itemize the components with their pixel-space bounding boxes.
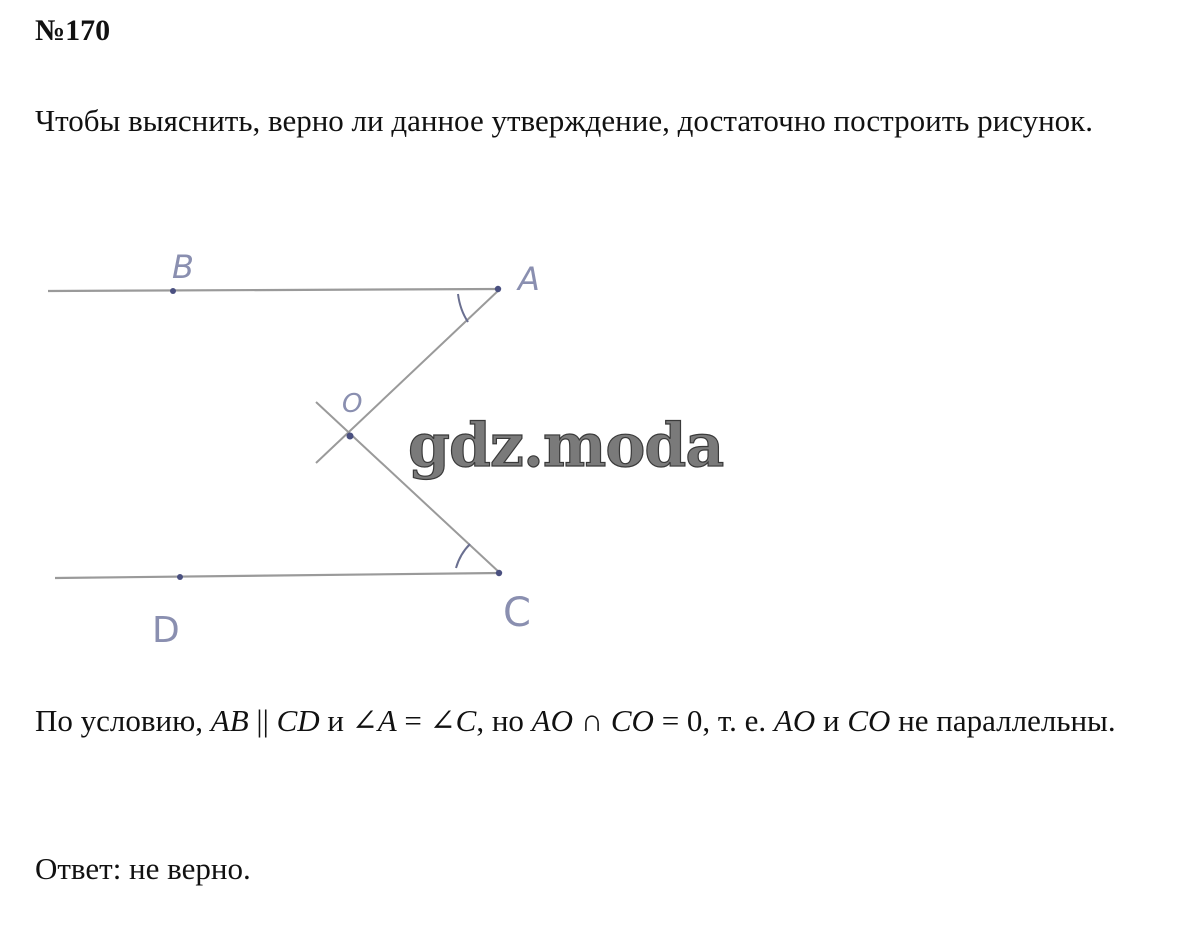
parallel-symbol: || <box>248 703 277 738</box>
segment-co-label: CO <box>847 703 891 738</box>
angle-c-label: C <box>455 703 477 738</box>
segment-cd-label: CD <box>276 703 320 738</box>
label-o: O <box>342 389 363 419</box>
segment-ao-label: AO <box>773 703 816 738</box>
point-b <box>170 288 176 294</box>
line-dc <box>55 573 500 578</box>
line-ab <box>48 289 500 291</box>
intersection-symbol: ∩ <box>572 703 611 738</box>
condition-paragraph <box>35 690 1155 752</box>
intro-paragraph: Чтобы выяснить, верно ли данное утверждение, достаточно построить рисунок. <box>35 103 1093 138</box>
angle-symbol: ∠ <box>429 703 456 738</box>
angle-a-label: A <box>377 703 397 738</box>
point-c <box>496 570 502 576</box>
equals-sign: = <box>396 703 430 738</box>
point-o <box>347 433 354 440</box>
conjunction-and: и <box>319 703 352 738</box>
point-d <box>177 574 183 580</box>
conjunction-and: и <box>815 703 848 738</box>
segment-co-label: CO <box>610 703 654 738</box>
watermark-text: gdz.moda <box>408 411 724 481</box>
point-a <box>495 286 501 292</box>
angle-symbol: ∠ <box>351 703 378 738</box>
condition-suffix: не параллельны. <box>890 703 1116 738</box>
segment-ab-label: AB <box>210 703 249 738</box>
angle-c-arc <box>456 544 470 568</box>
equals-zero-text: = 0, т. е. <box>653 703 774 738</box>
answer-text: Ответ: не верно. <box>35 851 251 886</box>
problem-number: №170 <box>35 14 111 47</box>
label-a: A <box>518 260 540 298</box>
label-c: C <box>503 590 531 636</box>
angle-a-arc <box>458 294 468 322</box>
label-b: B <box>172 248 194 286</box>
geometry-figure <box>0 230 800 670</box>
conjunction-but: , но <box>476 703 532 738</box>
label-d: D <box>152 610 180 651</box>
segment-ao-label: AO <box>531 703 573 738</box>
condition-prefix: По условию, <box>35 703 211 738</box>
